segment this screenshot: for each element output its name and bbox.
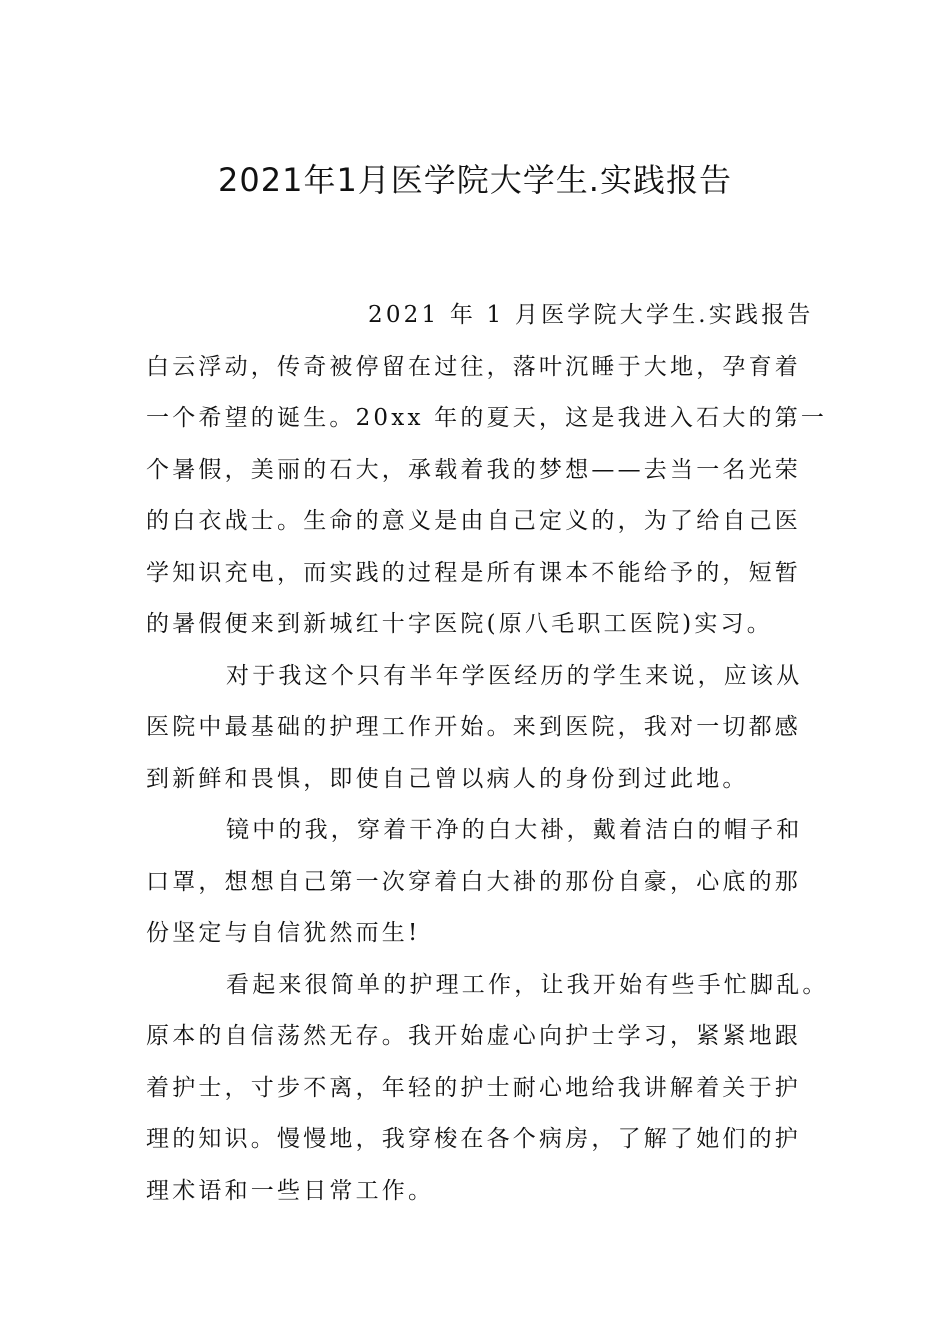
paragraph-line: 着护士，寸步不离，年轻的护士耐心地给我讲解着关于护: [146, 1074, 801, 1101]
document-title: 2021年1月医学院大学生.实践报告: [218, 161, 732, 199]
paragraph-line: 到新鲜和畏惧，即使自己曾以病人的身份到过此地。: [146, 765, 749, 792]
paragraph-line: 白云浮动，传奇被停留在过往，落叶沉睡于大地，孕育着: [146, 353, 801, 380]
paragraph-line: 医院中最基础的护理工作开始。来到医院，我对一切都感: [146, 714, 801, 740]
paragraph-line: 原本的自信荡然无存。我开始虚心向护士学习，紧紧地跟: [146, 1023, 801, 1049]
paragraph-line: 学知识充电，而实践的过程是所有课本不能给予的，短暂: [146, 559, 801, 586]
paragraph-first-line: 看起来很简单的护理工作，让我开始有些手忙脚乱。: [226, 971, 829, 998]
paragraph-line: 份坚定与自信犹然而生!: [146, 920, 421, 946]
paragraph-line: 的暑假便来到新城红十字医院(原八毛职工医院)实习。: [146, 611, 773, 637]
document-body: [146, 290, 829, 1217]
paragraph-first-line: 对于我这个只有半年学医经历的学生来说，应该从: [226, 662, 803, 689]
paragraph-line: 口罩，想想自己第一次穿着白大褂的那份自豪，心底的那: [146, 868, 801, 895]
paragraph-line: 的白衣战士。生命的意义是由自己定义的，为了给自己医: [146, 508, 801, 534]
paragraph-line: 一个希望的诞生。20xx 年的夏天，这是我进入石大的第一: [146, 405, 828, 431]
paragraph-line: 个暑假，美丽的石大，承载着我的梦想——去当一名光荣: [146, 456, 801, 483]
paragraph-first-line: 镜中的我，穿着干净的白大褂，戴着洁白的帽子和: [226, 817, 803, 843]
document-subtitle-line: 2021 年 1 月医学院大学生.实践报告: [368, 302, 814, 328]
paragraph-line: 理术语和一些日常工作。: [146, 1177, 435, 1204]
paragraph-line: 理的知识。慢慢地，我穿梭在各个病房，了解了她们的护: [146, 1126, 801, 1152]
